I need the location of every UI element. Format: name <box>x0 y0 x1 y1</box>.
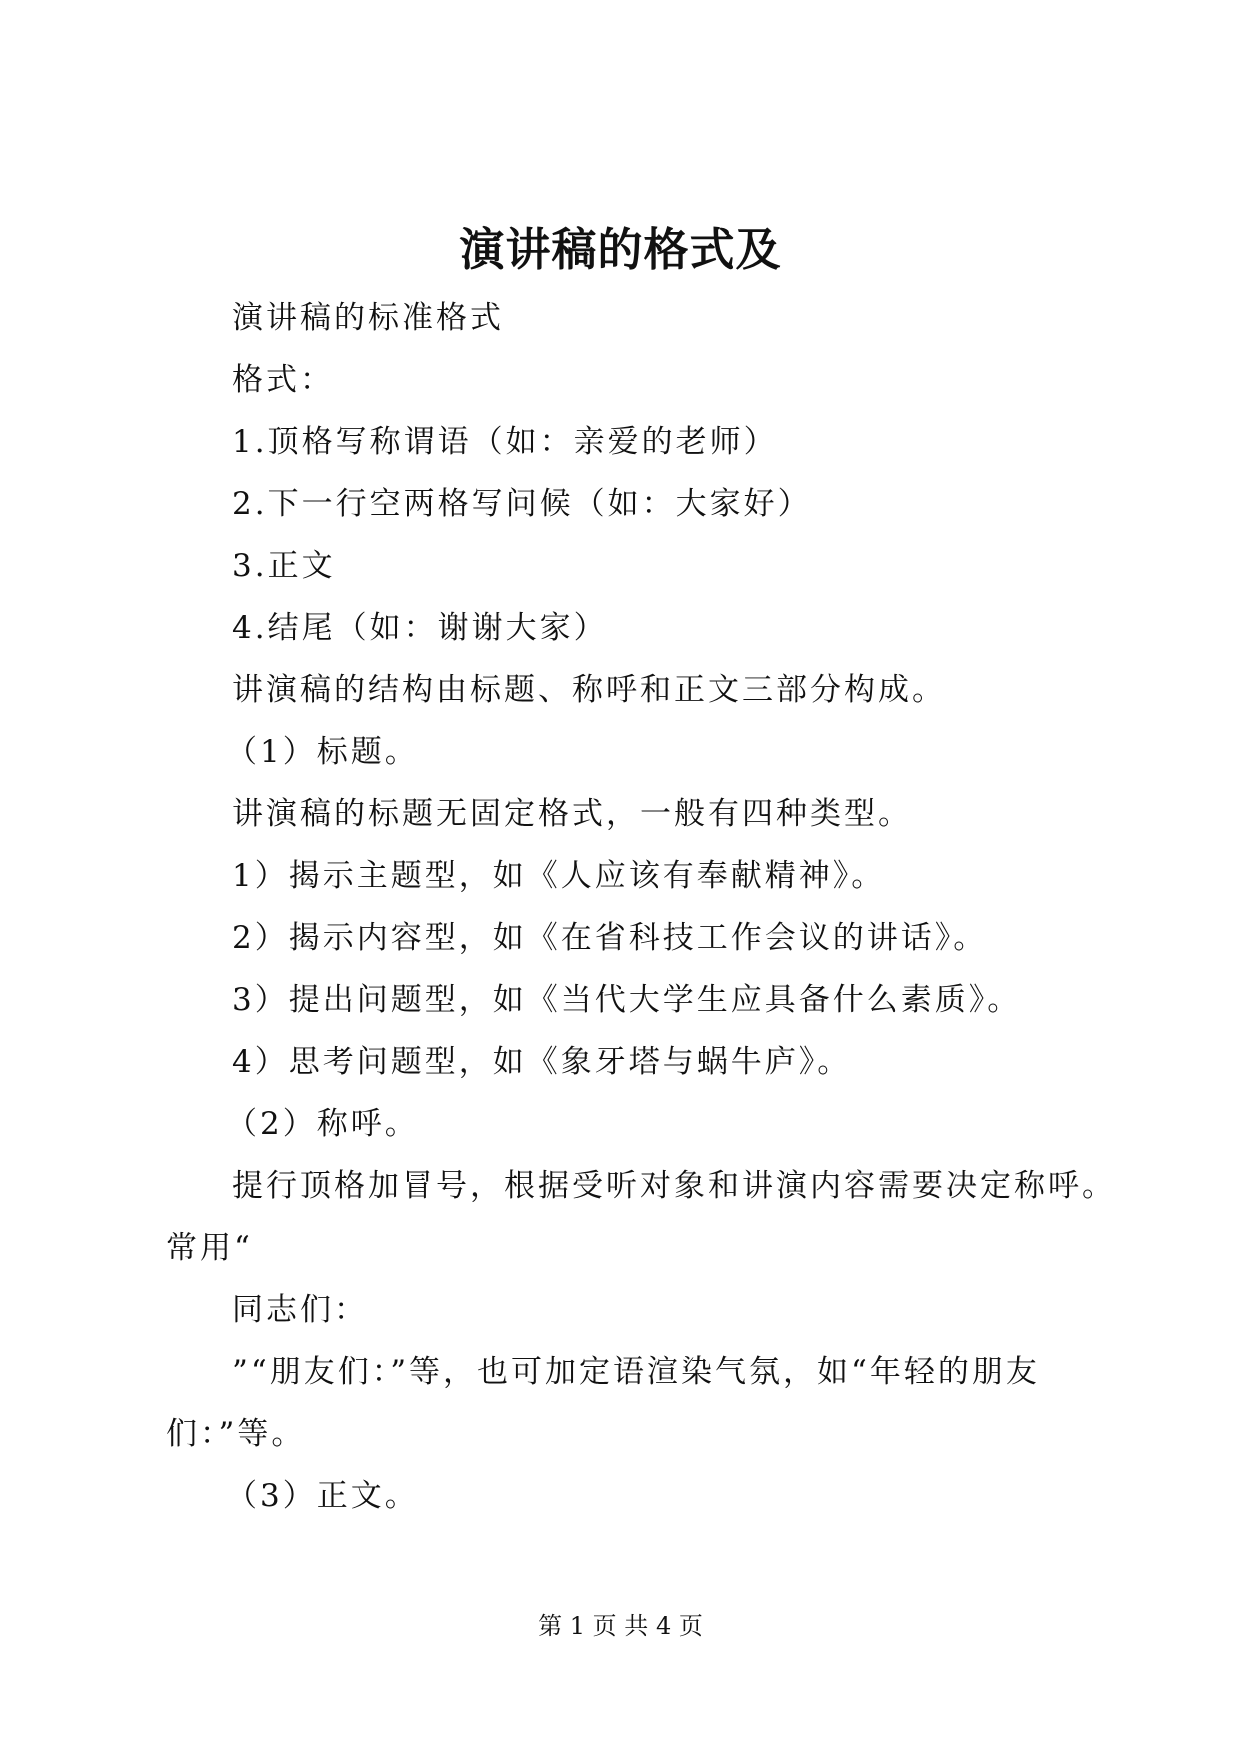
text-line: 3.正文 <box>232 548 336 584</box>
text-line: ”“朋友们：”等，也可加定语渲染气氛，如“年轻的朋友 <box>232 1354 1040 1390</box>
text-line: 2）揭示内容型，如《在省科技工作会议的讲话》。 <box>232 920 988 956</box>
text-line: （1）标题。 <box>226 734 419 770</box>
text-line: 们：”等。 <box>166 1416 306 1452</box>
text-line: （3）正文。 <box>226 1478 419 1514</box>
text-line: 4）思考问题型，如《象牙塔与蜗牛庐》。 <box>232 1044 852 1080</box>
text-line: 常用“ <box>166 1230 253 1266</box>
text-line: （2）称呼。 <box>226 1106 419 1142</box>
text-line: 4.结尾（如：谢谢大家） <box>232 610 608 646</box>
text-line: 1）揭示主题型，如《人应该有奉献精神》。 <box>232 858 886 894</box>
text-line: 同志们： <box>232 1292 368 1328</box>
page-footer: 第 1 页 共 4 页 <box>538 1612 703 1640</box>
text-line: 讲演稿的标题无固定格式，一般有四种类型。 <box>232 796 912 832</box>
document-title: 演讲稿的格式及 <box>459 223 782 276</box>
text-line: 演讲稿的标准格式 <box>232 300 504 336</box>
text-line: 提行顶格加冒号，根据受听对象和讲演内容需要决定称呼。 <box>232 1168 1116 1204</box>
text-line: 1.顶格写称谓语（如：亲爱的老师） <box>232 424 778 460</box>
text-line: 讲演稿的结构由标题、称呼和正文三部分构成。 <box>232 672 946 708</box>
text-line: 格式： <box>232 362 334 398</box>
text-line: 2.下一行空两格写问候（如：大家好） <box>232 486 812 522</box>
text-line: 3）提出问题型，如《当代大学生应具备什么素质》。 <box>232 982 1022 1018</box>
